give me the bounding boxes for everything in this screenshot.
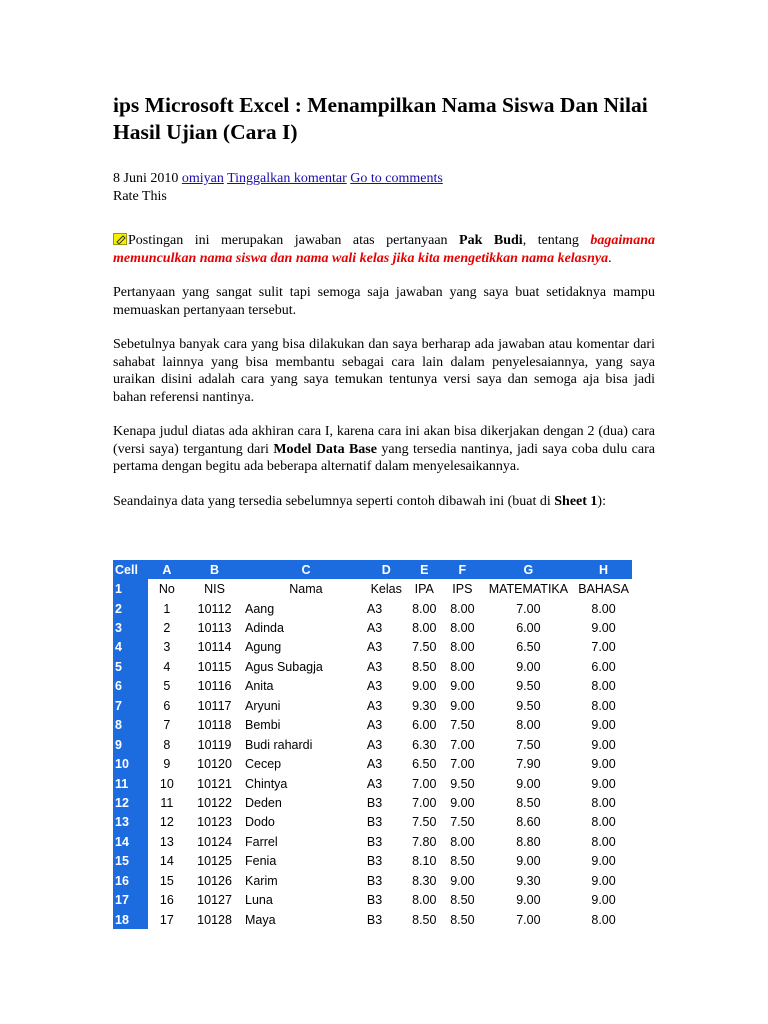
table-cell: A3 [366, 737, 383, 752]
table-cell: B3 [366, 912, 383, 927]
table-cell: 10116 [197, 679, 232, 694]
table-cell: 9.00 [516, 776, 541, 791]
col-letter: E [406, 560, 444, 579]
table-row [113, 638, 632, 657]
table-cell: B3 [366, 893, 383, 908]
table-cell: 6.30 [412, 737, 437, 752]
paragraph-4: Kenapa judul diatas ada akhiran cara I, karena cara ini akan bisa dikerjakan dengan 2 (dua) cara (versi saya) tergantung dari Model Data Base yang tersedia nantinya, jadi saya coba dulu cara pertama dengan begitu ada beberapa alternatif dalam menyelesaikannya. [113, 424, 655, 474]
table-cell: 7.50 [516, 737, 541, 752]
table-cell: 10120 [197, 757, 232, 772]
table-cell: Aang [245, 601, 275, 616]
table-cell: 16 [159, 893, 174, 908]
table-cell: 9.00 [450, 698, 475, 713]
table-cell: 5 [163, 679, 171, 694]
table-cell: 8.00 [450, 640, 475, 655]
row-number: 1 [113, 579, 148, 598]
table-cell: 12 [159, 815, 174, 830]
table-row [113, 735, 632, 754]
table-cell: A3 [366, 757, 383, 772]
table-cell: 9.00 [591, 873, 616, 888]
table-row [113, 716, 632, 735]
row-number: 12 [113, 793, 148, 812]
table-cell: 6.00 [412, 718, 437, 733]
table-cell: A3 [366, 640, 383, 655]
table-row [113, 774, 632, 793]
table-cell: Dodo [245, 815, 275, 830]
table-cell: Kelas [370, 582, 402, 597]
col-letter: F [443, 560, 482, 579]
table-cell: B3 [366, 834, 383, 849]
table-cell: 8.00 [591, 601, 616, 616]
table-cell: 14 [159, 854, 174, 869]
paragraph-intro: Postingan ini merupakan jawaban atas pertanyaan Pak Budi, tentang bagaimana memunculkan nama siswa dan nama wali kelas jika kita mengetikkan nama kelasnya. [113, 233, 655, 266]
table-cell: 2 [163, 621, 171, 636]
table-cell: 10 [159, 776, 174, 791]
table-cell: A3 [366, 679, 383, 694]
table-cell: 8.30 [412, 873, 437, 888]
table-cell: IPA [414, 582, 434, 597]
row-number: 10 [113, 754, 148, 773]
table-cell: Cecep [245, 757, 282, 772]
table-cell: Nama [289, 582, 323, 597]
table-cell: 8.00 [591, 698, 616, 713]
table-cell: 6 [163, 698, 171, 713]
table-cell: 7.50 [412, 640, 437, 655]
col-letter: A [148, 560, 187, 579]
table-cell: 8.50 [516, 795, 541, 810]
table-row [113, 813, 632, 832]
row-number: 2 [113, 599, 148, 618]
row-number: 8 [113, 716, 148, 735]
post-meta [113, 170, 655, 188]
table-cell: 9.50 [516, 679, 541, 694]
table-cell: 8.50 [450, 854, 475, 869]
table-row [113, 754, 632, 773]
table-cell: 7.00 [591, 640, 616, 655]
table-cell: BAHASA [578, 582, 629, 597]
table-cell: 8.00 [591, 834, 616, 849]
table-cell: 7.50 [412, 815, 437, 830]
table-cell: 6.00 [591, 659, 616, 674]
table-cell: 13 [159, 834, 174, 849]
table-cell: 8.50 [450, 893, 475, 908]
table-cell: B3 [366, 873, 383, 888]
table-cell: 9.00 [591, 757, 616, 772]
table-cell: A3 [366, 698, 383, 713]
table-cell: 17 [159, 912, 174, 927]
table-cell: 10114 [197, 640, 232, 655]
column-letter-row [113, 560, 632, 579]
table-cell: 10125 [197, 854, 232, 869]
pencil-icon [113, 233, 127, 245]
table-cell: 10118 [197, 718, 232, 733]
table-cell: B3 [366, 854, 383, 869]
table-cell: 9.00 [591, 718, 616, 733]
paragraph-5: Seandainya data yang tersedia sebelumnya seperti contoh dibawah ini (buat di Sheet 1): [113, 493, 606, 509]
table-cell: 8.00 [450, 601, 475, 616]
table-cell: 8.80 [516, 834, 541, 849]
table-cell: 9.30 [516, 873, 541, 888]
table-cell: 9.00 [591, 776, 616, 791]
table-cell: 9 [163, 757, 171, 772]
table-cell: 8.00 [591, 912, 616, 927]
table-cell: 9.00 [591, 737, 616, 752]
table-cell: 7.00 [450, 757, 475, 772]
table-cell: Karim [245, 873, 278, 888]
table-cell: NIS [204, 582, 225, 597]
table-cell: 8.00 [450, 659, 475, 674]
table-cell: 9.00 [516, 854, 541, 869]
table-cell: Anita [245, 679, 274, 694]
row-number: 15 [113, 852, 148, 871]
row-number: 9 [113, 735, 148, 754]
table-cell: 8.50 [450, 912, 475, 927]
author-link[interactable]: omiyan [181, 171, 224, 186]
table-cell: 3 [163, 640, 171, 655]
table-cell: Budi rahardi [245, 737, 313, 752]
col-letter: H [575, 560, 632, 579]
header-row [113, 579, 632, 598]
table-cell: 7.50 [450, 815, 475, 830]
col-letter: D [367, 560, 406, 579]
emphasis-question: bagaimana memunculkan nama siswa dan nama wali kelas jika kita mengetikkan nama kelasnya [113, 233, 655, 266]
table-cell: 8 [163, 737, 171, 752]
table-cell: 9.00 [516, 659, 541, 674]
table-cell: 7.80 [412, 834, 437, 849]
row-number: 7 [113, 696, 148, 715]
table-cell: 9.00 [591, 854, 616, 869]
table-cell: A3 [366, 718, 383, 733]
table-cell: B3 [366, 795, 383, 810]
table-row [113, 832, 632, 851]
table-cell: 10122 [197, 795, 232, 810]
spreadsheet-table [113, 560, 632, 929]
table-row [113, 618, 632, 637]
table-row [113, 657, 632, 676]
table-cell: A3 [366, 776, 383, 791]
col-letter: C [243, 560, 367, 579]
table-row [113, 696, 632, 715]
paragraph-3: Sebetulnya banyak cara yang bisa dilakukan dan saya berharap ada jawaban atau komentar dari sahabat lainnya yang bisa membantu sebagai cara lain dalam penyelesaiannya, yang saya uraikan disini adalah cara yang saya temukan tentunya versi saya dan semoga aja bisa jadi bahan referensi nantinya. [113, 337, 655, 405]
table-cell: B3 [366, 815, 383, 830]
table-cell: 10115 [197, 659, 232, 674]
row-number: 4 [113, 638, 148, 657]
row-number: 17 [113, 890, 148, 909]
table-cell: 7.00 [412, 776, 437, 791]
table-cell: 8.00 [450, 621, 475, 636]
table-cell: 7.00 [516, 601, 541, 616]
table-cell: Chintya [245, 776, 288, 791]
table-cell: 15 [159, 873, 174, 888]
table-row [113, 677, 632, 696]
table-cell: 10119 [197, 737, 232, 752]
row-number: 11 [113, 774, 148, 793]
table-cell: 4 [163, 659, 171, 674]
table-cell: 8.00 [591, 815, 616, 830]
table-cell: 8.50 [412, 659, 437, 674]
article [113, 92, 655, 927]
table-cell: Luna [245, 893, 273, 908]
table-cell: 9.50 [516, 698, 541, 713]
table-cell: 7 [163, 718, 171, 733]
table-cell: A3 [366, 659, 383, 674]
table-cell: 8.10 [412, 854, 437, 869]
table-row [113, 890, 632, 909]
table-cell: Agung [245, 640, 282, 655]
table-cell: 8.00 [591, 795, 616, 810]
table-cell: A3 [366, 601, 383, 616]
row-number: 16 [113, 871, 148, 890]
corner-cell: Cell [113, 560, 148, 579]
table-cell: Adinda [245, 621, 284, 636]
table-cell: 9.30 [412, 698, 437, 713]
col-letter: B [186, 560, 243, 579]
table-cell: MATEMATIKA [488, 582, 569, 597]
table-cell: 9.00 [591, 893, 616, 908]
table-cell: 8.00 [412, 893, 437, 908]
table-row [113, 852, 632, 871]
table-cell: 9.00 [450, 795, 475, 810]
table-cell: A3 [366, 621, 383, 636]
table-cell: 11 [160, 795, 174, 810]
table-cell: Bembi [245, 718, 281, 733]
table-cell: 10123 [197, 815, 232, 830]
model-data-base: Model Data Base [273, 441, 377, 457]
row-number: 14 [113, 832, 148, 851]
table-cell: 7.00 [516, 912, 541, 927]
table-cell: 7.50 [450, 718, 475, 733]
table-cell: 1 [163, 601, 171, 616]
table-cell: 10113 [197, 621, 232, 636]
table-cell: 9.00 [516, 893, 541, 908]
col-letter: G [482, 560, 575, 579]
table-cell: 8.50 [412, 912, 437, 927]
table-cell: 10128 [197, 912, 232, 927]
table-cell: 6.50 [412, 757, 437, 772]
sheet-1: Sheet 1 [554, 493, 598, 509]
table-row [113, 599, 632, 618]
post-date: 8 Juni 2010 [113, 171, 179, 186]
go-to-comments-link[interactable]: Go to comments [350, 171, 443, 186]
leave-comment-link[interactable]: Tinggalkan komentar [227, 171, 347, 186]
table-cell: Aryuni [245, 698, 281, 713]
table-row [113, 871, 632, 890]
table-row [113, 910, 632, 929]
row-number: 5 [113, 657, 148, 676]
table-cell: 8.00 [591, 679, 616, 694]
table-cell: 10121 [197, 776, 232, 791]
table-cell: 9.00 [591, 621, 616, 636]
table-cell: 10127 [197, 893, 232, 908]
row-number: 13 [113, 813, 148, 832]
table-cell: 8.00 [450, 834, 475, 849]
table-cell: 9.00 [450, 679, 475, 694]
paragraph-2: Pertanyaan yang sangat sulit tapi semoga saja jawaban yang saya buat setidaknya mampu memuaskan pertanyaan tersebut. [113, 285, 655, 318]
pak-budi: Pak Budi [459, 233, 523, 248]
table-cell: 7.00 [450, 737, 475, 752]
table-cell: 10117 [197, 698, 232, 713]
table-cell: 10126 [197, 873, 232, 888]
table-cell: IPS [452, 582, 473, 597]
table-cell: 9.50 [450, 776, 475, 791]
rate-this[interactable]: Rate This [113, 189, 167, 204]
table-cell: 9.00 [412, 679, 437, 694]
table-cell: 6.00 [516, 621, 541, 636]
table-cell: 10124 [197, 834, 232, 849]
table-cell: Maya [245, 912, 276, 927]
table-cell: 7.00 [412, 795, 437, 810]
table-cell: Farrel [245, 834, 278, 849]
table-cell: 8.00 [516, 718, 541, 733]
table-cell: 8.60 [516, 815, 541, 830]
table-cell: 7.90 [516, 757, 541, 772]
table-cell: No [158, 582, 175, 597]
table-cell: 10112 [197, 601, 232, 616]
table-cell: Agus Subagja [245, 659, 323, 674]
table-cell: 8.00 [412, 621, 437, 636]
table-cell: 9.00 [450, 873, 475, 888]
table-cell: Fenia [245, 854, 277, 869]
row-number: 6 [113, 677, 148, 696]
table-cell: 8.00 [412, 601, 437, 616]
table-cell: 6.50 [516, 640, 541, 655]
table-cell: Deden [245, 795, 282, 810]
row-number: 18 [113, 910, 148, 929]
post-title: ips Microsoft Excel : Menampilkan Nama Siswa Dan Nilai Hasil Ujian (Cara I) [113, 93, 648, 144]
table-row [113, 793, 632, 812]
row-number: 3 [113, 618, 148, 637]
